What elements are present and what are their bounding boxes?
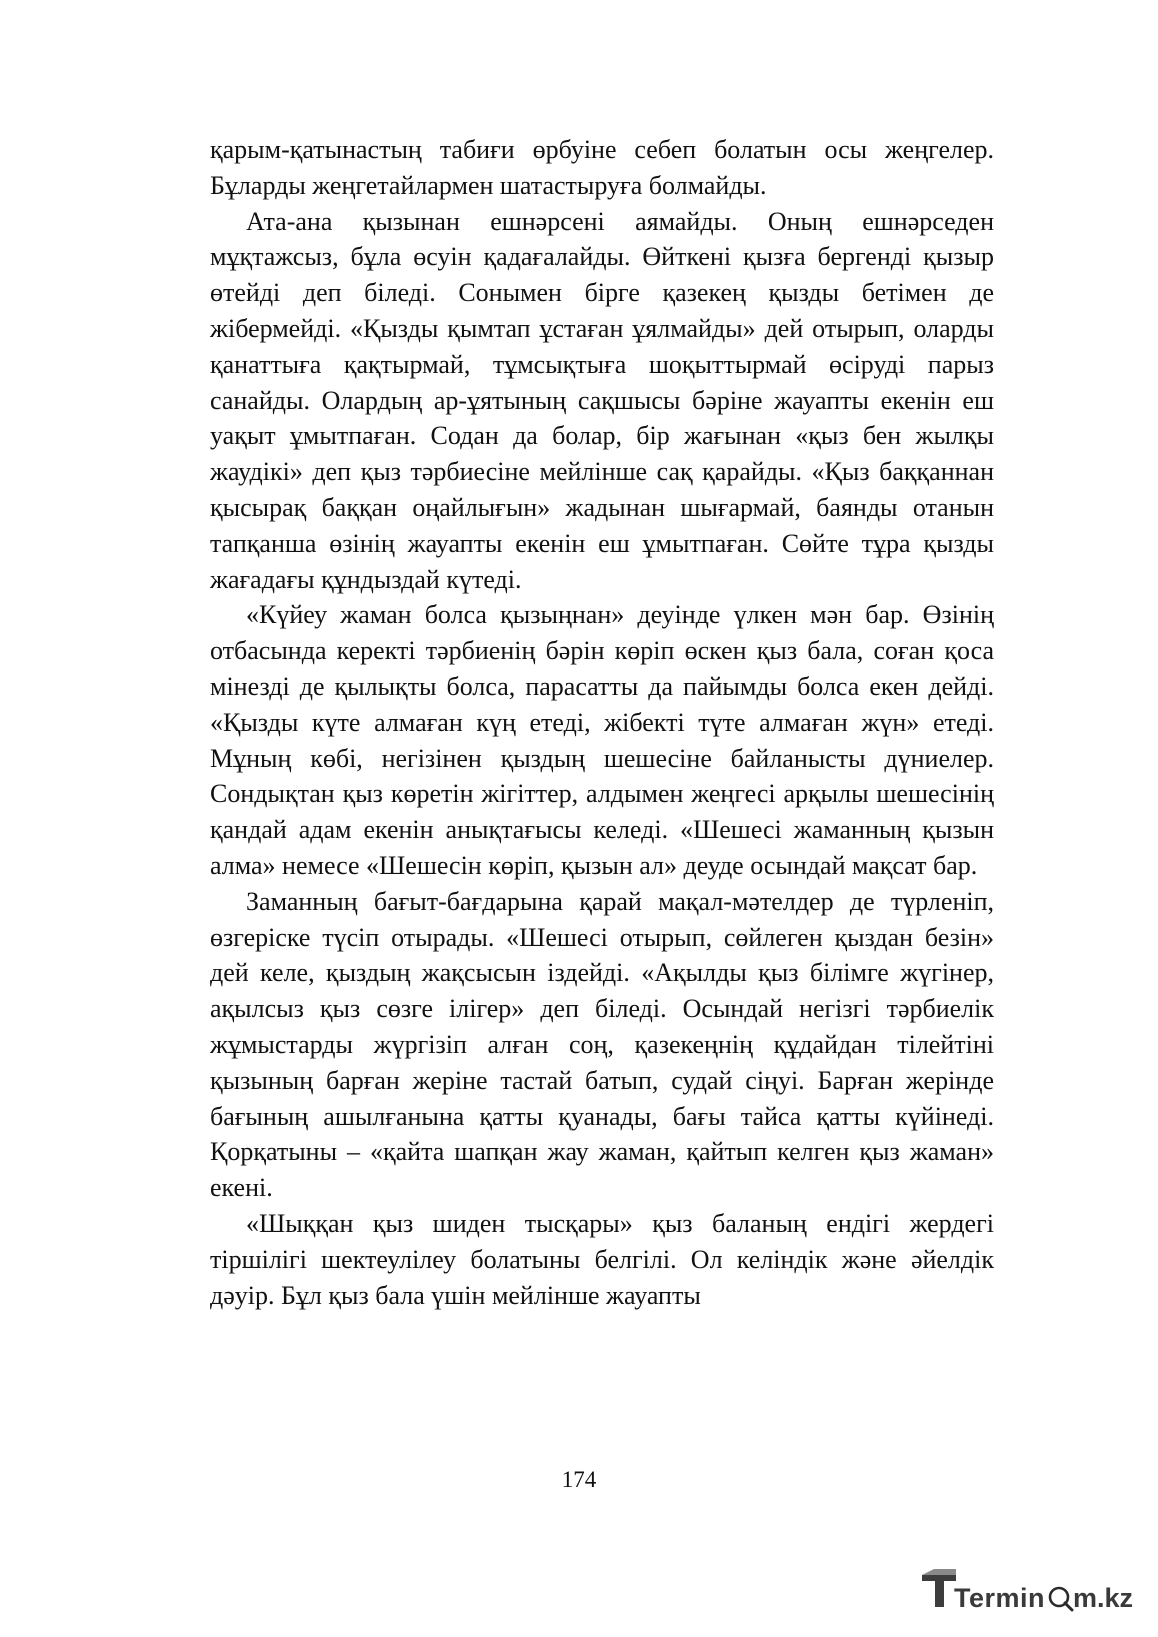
terminkom-watermark-logo (916, 1561, 1136, 1619)
paragraph-2: Ата-ана қызынан ешнәрсені аямайды. Оның ешнәрседен мұқтажсыз, бұла өсуін қадағалайды. Өйткені қызға бергенді қызыр өтейді деп біледі. Сонымен бірге қазекең қызды бетімен де жібермейді. «Қызды қымтап ұстаған ұялмайды» дей отырып, оларды қанаттыға қақтырмай, тұмсықтыға шоқыттырмай өсіруді парыз санайды. Олардың ар-ұятының сақшысы бәріне жауапты екенін еш уақыт ұмытпаған. Содан да болар, бір жағынан «қыз бен жылқы жаудікі» деп қыз тәрбиесіне мейлінше сақ қарайды. «Қыз баққаннан қысырақ баққан оңайлығын» жадынан шығармай, баянды отанын тапқанша өзінің жауапты екенін еш ұмытпаған. Сөйте тұра қызды жағадағы құндыздай күтеді. (210, 206, 994, 594)
paragraph-1: қарым-қатынастың табиғи өрбуіне себеп болатын осы жеңгелер. Бұларды жеңгетайлармен шатастыруға болмайды. (210, 135, 994, 200)
magnifier-icon (1050, 1588, 1072, 1610)
watermark-prefix: Termin (954, 1583, 1046, 1613)
paragraph-4: Заманның бағыт-бағдарына қарай мақал-мәтелдер де түрленіп, өзгеріске түсіп отырады. «Шешесі отырып, сөйлеген қыздан безін» дей келе, қыздың жақсысын іздейді. «Ақылды қыз білімге жүгінер, ақылсыз қыз сөзге ілігер» деп біледі. Осындай негізгі тәрбиелік жұмыстарды жүргізіп алған соң, қазекеңнің құдайдан тілейтіні қызының барған жеріне тастай батып, судай сіңуі. Барған жерінде бағының ашылғанына қатты қуанады, бағы тайса қатты күйінеді. Қорқатыны – «қайта шапқан жау жаман, қайтып келген қыз жаман» екені. (210, 886, 994, 1203)
watermark-suffix: m.kz (1073, 1583, 1134, 1613)
page-body (210, 132, 994, 1313)
paragraph-3: «Күйеу жаман болса қызыңнан» деуінде үлкен мән бар. Өзінің отбасында керекті тәрбиенің бәрін көріп өскен қыз бала, соған қоса мінезді де қылықты болса, парасатты да пайымды болса екен дейді. «Қызды күте алмаған күң етеді, жібекті түте алмаған жүн» етеді. Мұның көбі, негізінен қыздың шешесіне байланысты дүниелер. Сондықтан қыз көретін жігіттер, алдымен жеңгесі арқылы шешесінің қандай адам екенін анықтағысы келеді. «Шешесі жаманның қызын алма» немесе «Шешесін көріп, қызын ал» деуде осындай мақсат бар. (210, 600, 994, 880)
paragraph-5: «Шыққан қыз шиден тысқары» қыз баланың ендігі жердегі тіршілігі шектеулілеу болатыны белгілі. Ол келіндік және әйелдік дәуір. Бұл қыз бала үшін мейлінше жауапты (210, 1208, 994, 1310)
page-number: 174 (561, 1467, 597, 1492)
